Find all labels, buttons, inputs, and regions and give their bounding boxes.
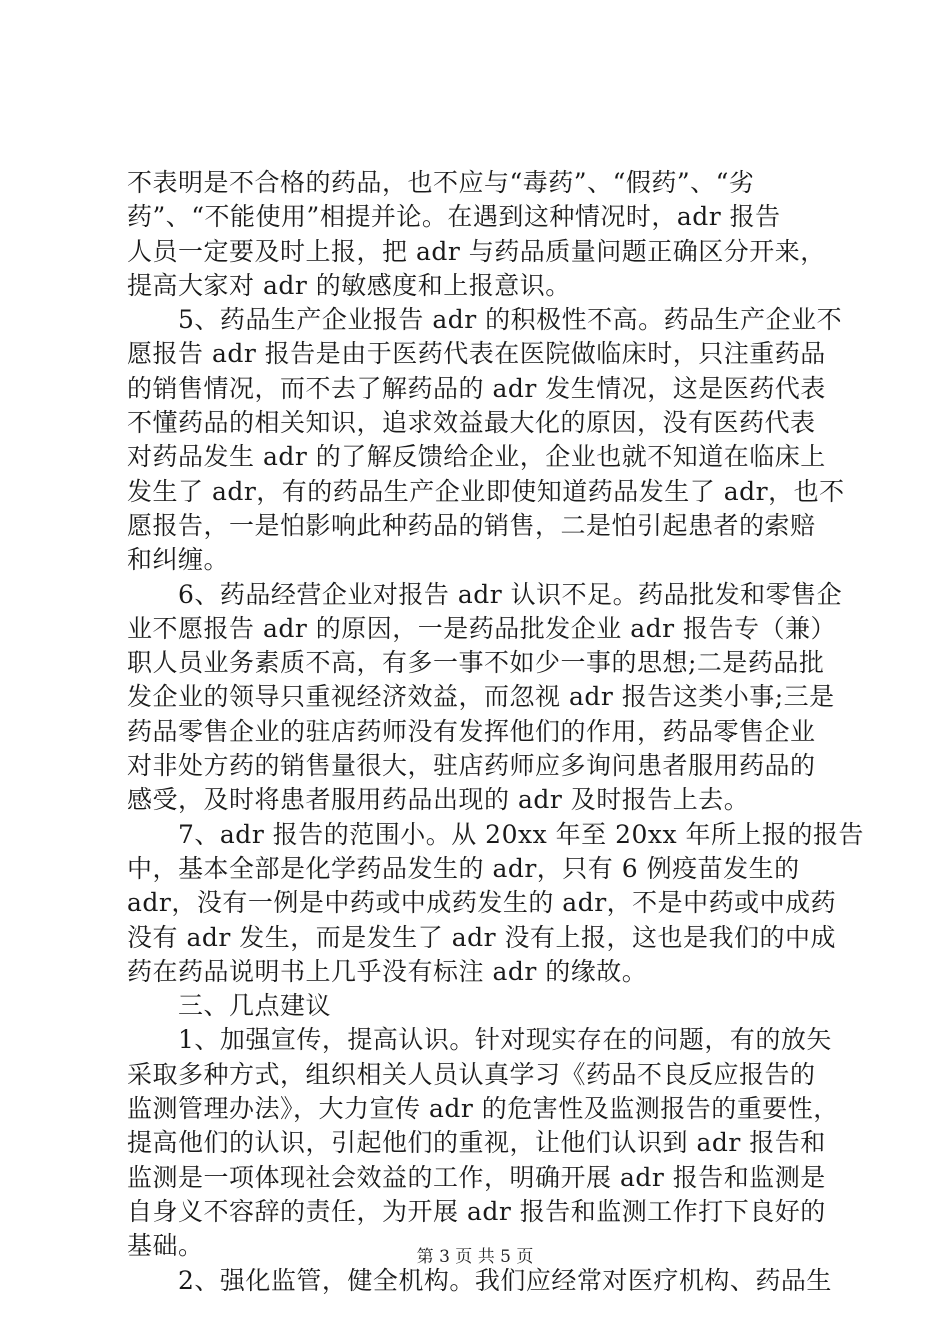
text-line: 人员一定要及时上报，把 adr 与药品质量问题正确区分开来， [127,236,826,266]
text-line: 的销售情况，而不去了解药品的 adr 发生情况，这是医药代表 [127,373,826,403]
text-line: 不懂药品的相关知识，追求效益最大化的原因，没有医药代表 [127,408,816,438]
text-line: 6、药品经营企业对报告 adr 认识不足。药品批发和零售企 [127,579,843,609]
text-line: 提高他们的认识，引起他们的重视，让他们认识到 adr 报告和 [127,1128,826,1158]
text-line: 7、adr 报告的范围小。从 20xx 年至 20xx 年所上报的报告 [127,819,865,849]
text-line: 1、加强宣传，提高认识。针对现实存在的问题，有的放矢 [127,1025,832,1055]
text-line: 自身义不容辞的责任，为开展 adr 报告和监测工作打下良好的 [127,1196,826,1226]
text-line: 感受，及时将患者服用药品出现的 adr 及时报告上去。 [127,785,750,815]
text-line: 药在药品说明书上几乎没有标注 adr 的缘故。 [127,956,648,986]
text-line: 没有 adr 发生，而是发生了 adr 没有上报，这也是我们的中成 [127,922,837,952]
text-line: 基础。 [127,1231,204,1261]
text-line: 提高大家对 adr 的敏感度和上报意识。 [127,270,571,300]
text-line: 5、药品生产企业报告 adr 的积极性不高。药品生产企业不 [127,305,843,335]
text-line: 愿报告，一是怕影响此种药品的销售，二是怕引起患者的索赔 [127,510,816,540]
text-line: adr，没有一例是中药或中成药发生的 adr，不是中药或中成药 [127,888,837,918]
text-line: 监测管理办法》，大力宣传 adr 的危害性及监测报告的重要性， [127,1094,839,1124]
text-line: 药”、“不能使用”相提并论。在遇到这种情况时，adr 报告 [127,202,781,232]
text-line: 中，基本全部是化学药品发生的 adr，只有 6 例疫苗发生的 [127,853,800,883]
text-line: 对非处方药的销售量很大，驻店药师应多询问患者服用药品的 [127,751,816,781]
text-line: 药品零售企业的驻店药师没有发挥他们的作用，药品零售企业 [127,716,816,746]
page-footer: 第 3 页 共 5 页 [416,1247,534,1267]
text-line: 发企业的领导只重视经济效益，而忽视 adr 报告这类小事;三是 [127,682,835,712]
text-line: 发生了 adr，有的药品生产企业即使知道药品发生了 adr，也不 [127,476,845,506]
text-line: 2、强化监管，健全机构。我们应经常对医疗机构、药品生 [127,1265,832,1295]
section-heading: 三、几点建议 [127,991,332,1021]
text-line: 采取多种方式，组织相关人员认真学习《药品不良反应报告的 [127,1059,816,1089]
text-line: 对药品发生 adr 的了解反馈给企业，企业也就不知道在临床上 [127,442,826,472]
document-body [127,166,865,1298]
text-line: 不表明是不合格的药品，也不应与“毒药”、“假药”、“劣 [127,168,755,197]
text-line: 业不愿报告 adr 的原因，一是药品批发企业 adr 报告专（兼） [127,613,837,643]
text-line: 职人员业务素质不高，有多一事不如少一事的思想;二是药品批 [127,648,825,678]
text-line: 监测是一项体现社会效益的工作，明确开展 adr 报告和监测是 [127,1162,826,1192]
text-line: 愿报告 adr 报告是由于医药代表在医院做临床时，只注重药品 [127,339,826,369]
text-line: 和纠缠。 [127,545,230,575]
